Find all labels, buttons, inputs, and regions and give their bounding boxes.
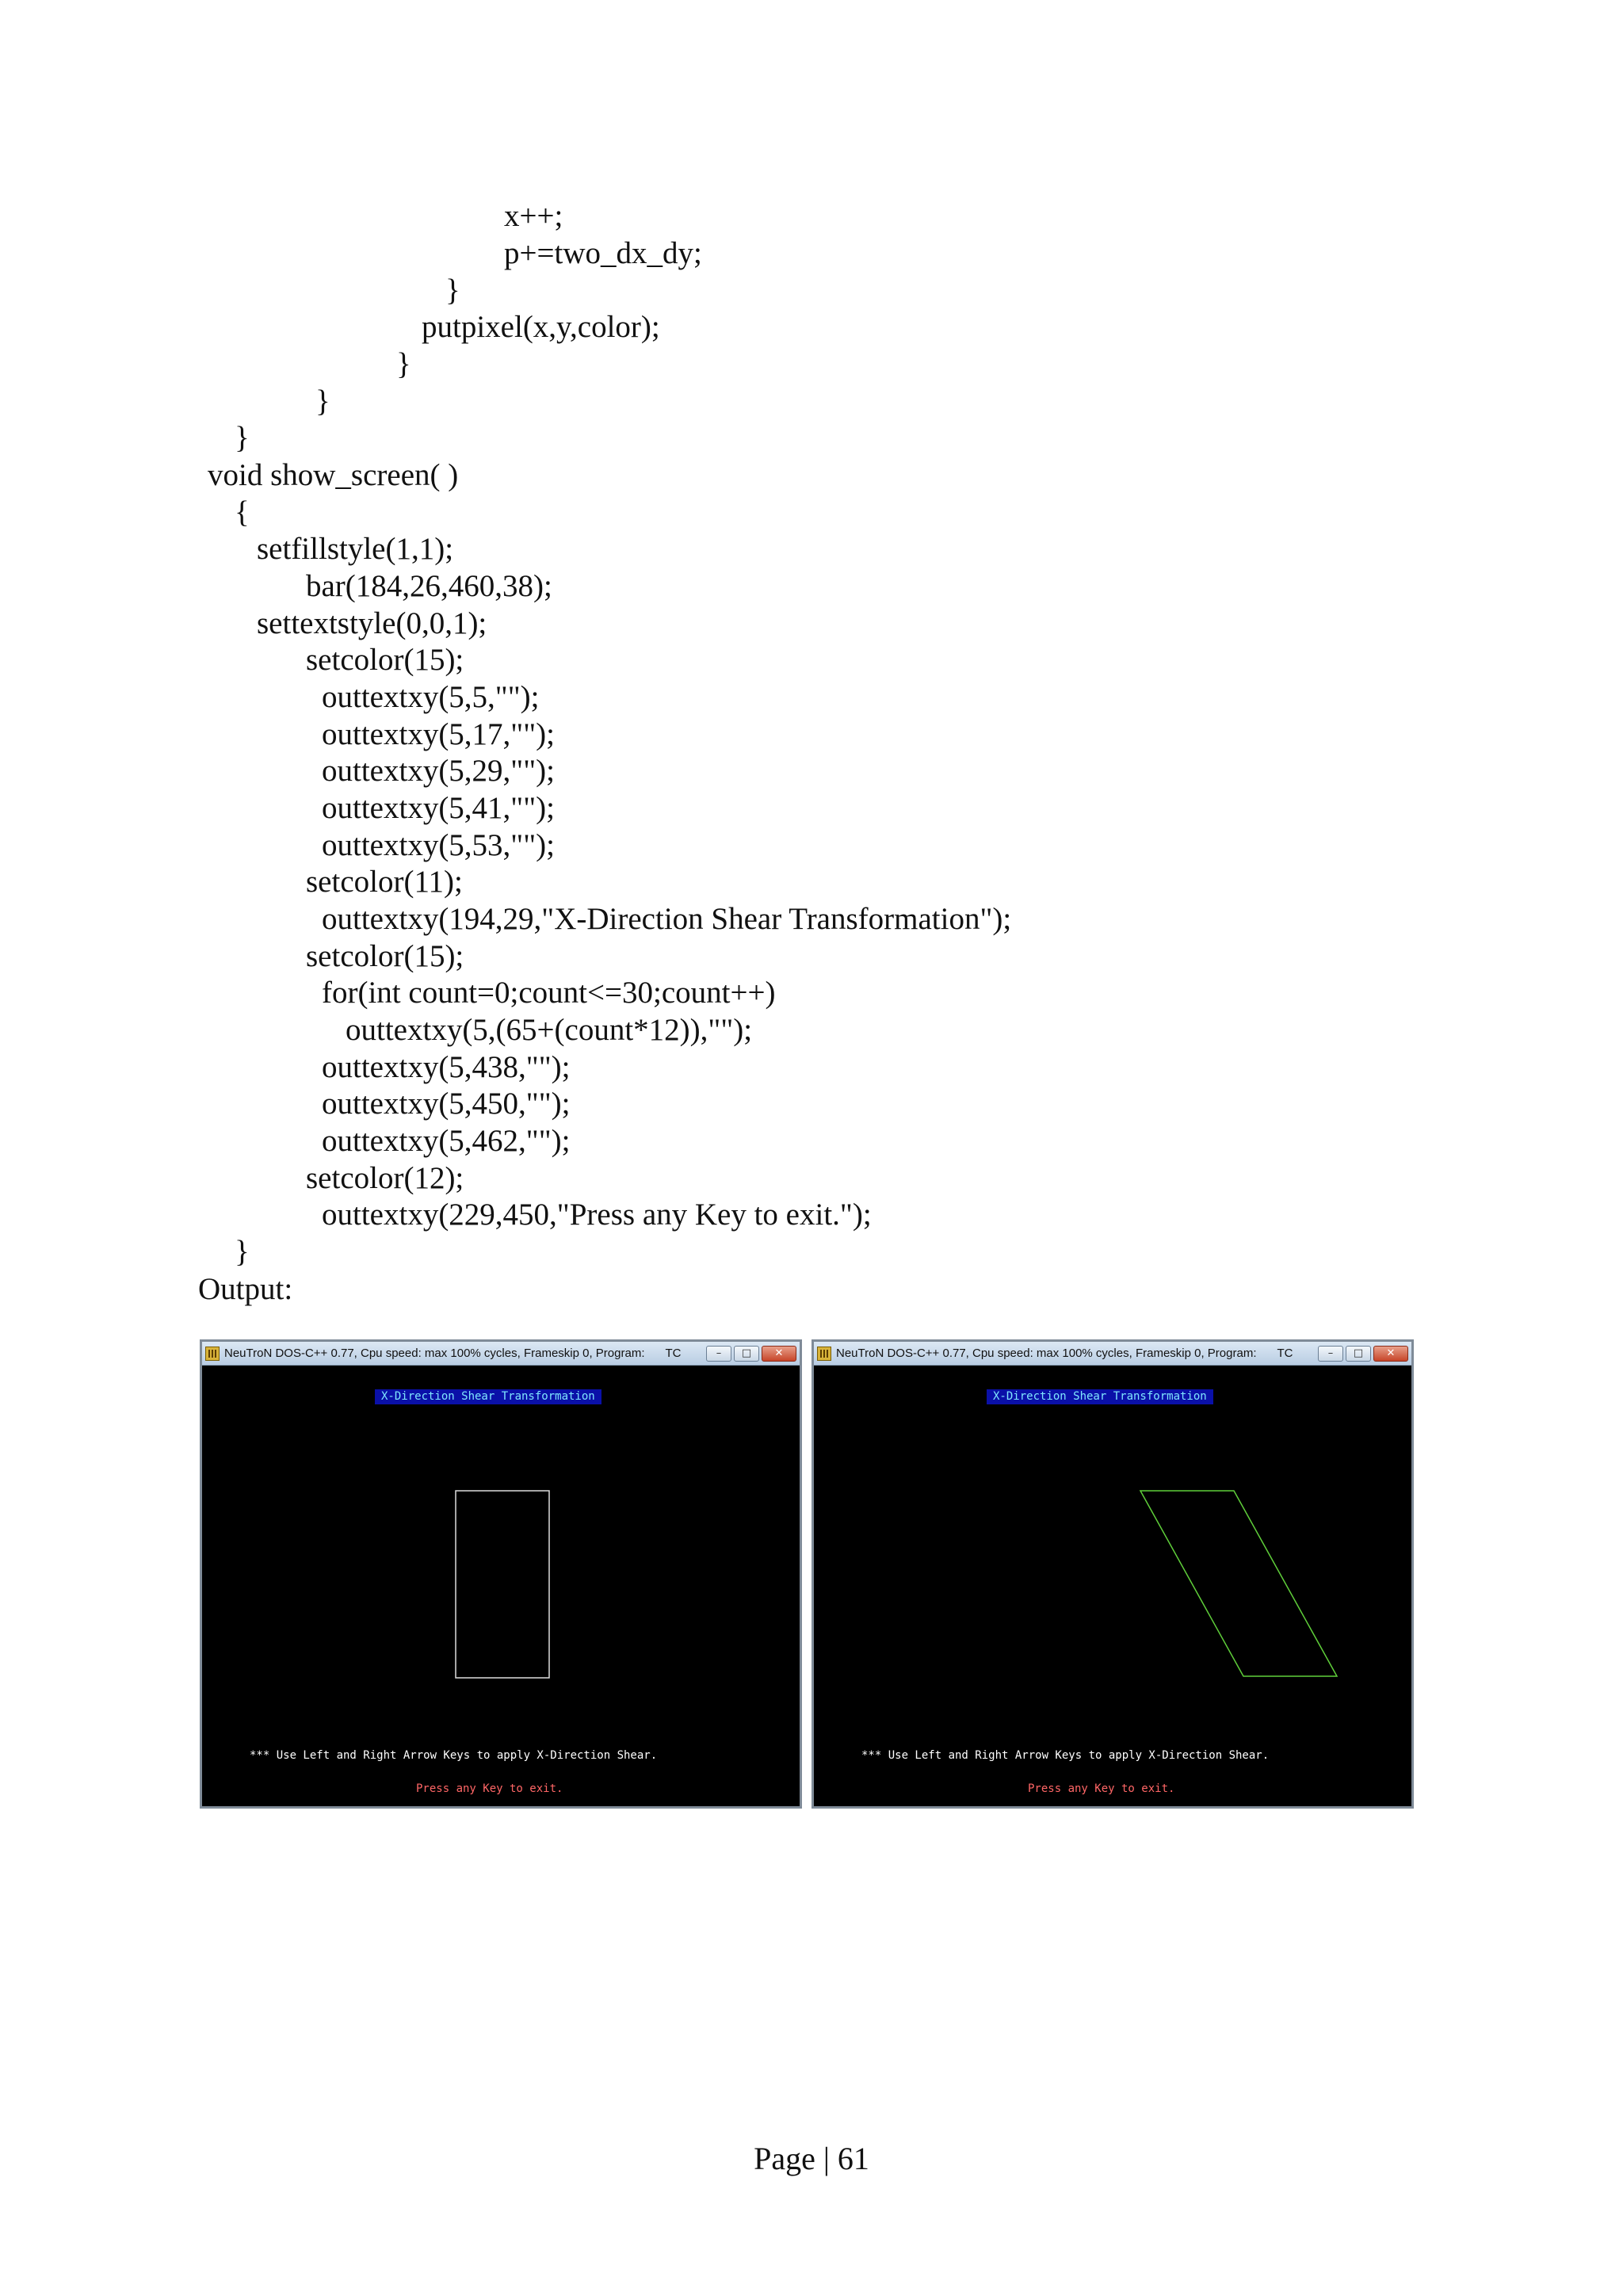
shape-canvas bbox=[202, 1366, 800, 1806]
code-line: outtextxy(5,450,""); bbox=[322, 1087, 571, 1121]
code-line: } bbox=[396, 347, 411, 381]
code-line: setcolor(15); bbox=[306, 939, 464, 973]
code-line: settextstyle(0,0,1); bbox=[257, 606, 487, 640]
window-title: NeuTroN DOS-C++ 0.77, Cpu speed: max 100% cycles, Frameskip 0, Program: bbox=[224, 1347, 645, 1360]
app-icon bbox=[205, 1347, 220, 1361]
code-line: outtextxy(5,(65+(count*12)),""); bbox=[346, 1013, 753, 1047]
window-program: TC bbox=[1277, 1347, 1293, 1360]
code-line: outtextxy(5,5,""); bbox=[322, 680, 540, 714]
code-line: } bbox=[235, 421, 250, 455]
code-line: } bbox=[315, 384, 330, 418]
window-titlebar[interactable] bbox=[814, 1342, 1411, 1366]
code-line: outtextxy(5,41,""); bbox=[322, 791, 555, 825]
dos-window-original bbox=[200, 1339, 802, 1809]
restore-icon[interactable]: □ bbox=[734, 1346, 759, 1362]
code-line: putpixel(x,y,color); bbox=[422, 310, 660, 344]
minimize-icon[interactable]: – bbox=[706, 1346, 731, 1362]
code-line: outtextxy(194,29,"X-Direction Shear Transformation"); bbox=[322, 902, 1012, 936]
output-label: Output: bbox=[198, 1272, 293, 1306]
code-line: void show_screen( ) bbox=[208, 458, 459, 492]
code-line: setcolor(15); bbox=[306, 643, 464, 677]
minimize-icon[interactable]: – bbox=[1318, 1346, 1343, 1362]
exit-text: Press any Key to exit. bbox=[416, 1782, 563, 1795]
page-number: Page | 61 bbox=[754, 2141, 869, 2176]
code-line: outtextxy(5,17,""); bbox=[322, 717, 555, 751]
dos-heading: X-Direction Shear Transformation bbox=[375, 1389, 601, 1404]
code-line: } bbox=[235, 1235, 250, 1269]
code-line: for(int count=0;count<=30;count++) bbox=[322, 976, 776, 1010]
close-icon[interactable]: ✕ bbox=[1373, 1346, 1408, 1362]
instruction-text: *** Use Left and Right Arrow Keys to apply X-Direction Shear. bbox=[861, 1749, 1270, 1762]
window-controls bbox=[706, 1346, 800, 1362]
restore-icon[interactable]: □ bbox=[1346, 1346, 1371, 1362]
output-figures bbox=[200, 1339, 1417, 1809]
code-line: p+=two_dx_dy; bbox=[504, 236, 702, 270]
code-line: outtextxy(5,53,""); bbox=[322, 828, 555, 862]
code-line: outtextxy(5,462,""); bbox=[322, 1124, 571, 1158]
dos-heading: X-Direction Shear Transformation bbox=[987, 1389, 1213, 1404]
code-line: bar(184,26,460,38); bbox=[306, 569, 552, 603]
shape-canvas bbox=[814, 1366, 1411, 1806]
sheared-parallelogram bbox=[1140, 1491, 1337, 1676]
code-line: outtextxy(229,450,"Press any Key to exit."); bbox=[322, 1198, 872, 1232]
dos-screen bbox=[202, 1366, 800, 1806]
close-icon[interactable]: ✕ bbox=[762, 1346, 796, 1362]
code-line: setcolor(12); bbox=[306, 1161, 464, 1195]
code-line: setcolor(11); bbox=[306, 865, 463, 899]
window-titlebar[interactable] bbox=[202, 1342, 800, 1366]
dos-screen bbox=[814, 1366, 1411, 1806]
instruction-text: *** Use Left and Right Arrow Keys to apply X-Direction Shear. bbox=[250, 1749, 658, 1762]
code-line: { bbox=[235, 495, 250, 529]
code-line: setfillstyle(1,1); bbox=[257, 532, 454, 566]
app-icon bbox=[817, 1347, 831, 1361]
window-controls bbox=[1318, 1346, 1411, 1362]
window-program: TC bbox=[665, 1347, 682, 1360]
exit-text: Press any Key to exit. bbox=[1028, 1782, 1175, 1795]
code-line: outtextxy(5,438,""); bbox=[322, 1050, 571, 1084]
window-title: NeuTroN DOS-C++ 0.77, Cpu speed: max 100% cycles, Frameskip 0, Program: bbox=[836, 1347, 1257, 1360]
code-line: } bbox=[445, 273, 460, 308]
original-rectangle bbox=[456, 1491, 549, 1678]
dos-window-sheared bbox=[812, 1339, 1414, 1809]
code-line: x++; bbox=[504, 199, 563, 233]
code-line: outtextxy(5,29,""); bbox=[322, 754, 555, 788]
